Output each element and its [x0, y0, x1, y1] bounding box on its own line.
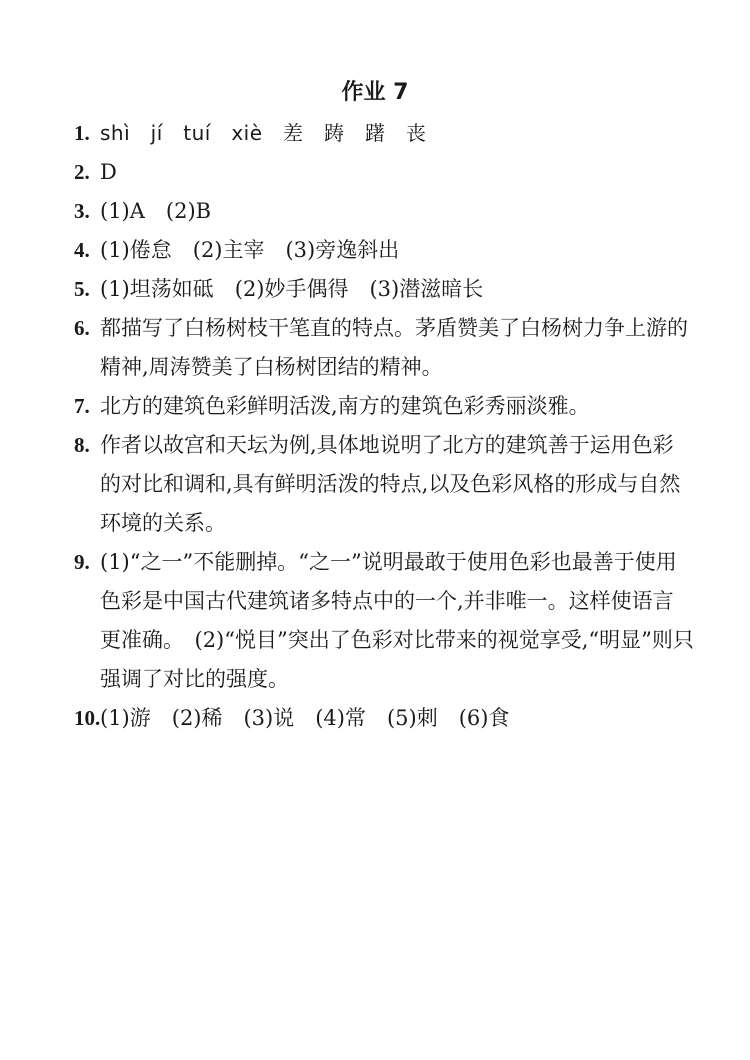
answer-text: (1)倦怠 (2)主宰 (3)旁逸斜出 — [100, 238, 400, 262]
answer-item — [74, 699, 694, 738]
answer-number: 4. — [74, 238, 90, 262]
answer-text: (1)游 (2)稀 (3)说 (4)常 (5)刺 (6)食 — [100, 706, 510, 730]
answer-number: 5. — [74, 277, 90, 301]
answer-text: (1)“之一”不能删掉。“之一”说明最敢于使用色彩也最善于使用色彩是中国古代建筑诸多特点中的一个,并非唯一。这样使语言更准确。 (2)“悦目”突出了色彩对比带来的视觉享受,“明显”则只强调了对比的强度。 — [100, 550, 694, 691]
answer-item — [74, 153, 694, 192]
answer-item — [74, 114, 694, 153]
answer-item — [74, 543, 694, 699]
answer-text: D — [100, 160, 117, 184]
answer-number: 3. — [74, 199, 90, 223]
answer-text: 作者以故宫和天坛为例,具体地说明了北方的建筑善于运用色彩的对比和调和,具有鲜明活泼的特点,以及色彩风格的形成与自然环境的关系。 — [100, 433, 681, 535]
answer-number: 9. — [74, 550, 90, 574]
answer-text: (1)A (2)B — [100, 199, 212, 223]
answer-item — [74, 231, 694, 270]
answer-number: 1. — [74, 121, 90, 145]
answer-text: 北方的建筑色彩鲜明活泼,南方的建筑色彩秀丽淡雅。 — [100, 394, 590, 418]
page-title: 作业 7 — [341, 80, 409, 105]
answer-number: 2. — [74, 160, 90, 184]
answer-item — [74, 309, 694, 387]
answer-number: 7. — [74, 394, 90, 418]
answer-text: 都描写了白杨树枝干笔直的特点。茅盾赞美了白杨树力争上游的精神,周涛赞美了白杨树团结的精神。 — [100, 316, 688, 379]
answer-text: (1)坦荡如砥 (2)妙手偶得 (3)潜滋暗长 — [100, 277, 484, 301]
answer-item — [74, 387, 694, 426]
answer-item — [74, 426, 694, 543]
answer-number: 8. — [74, 433, 90, 457]
answer-number: 10. — [74, 706, 101, 730]
answer-text: shì jí tuí xiè 差 踌 躇 丧 — [100, 121, 427, 145]
answer-item — [74, 270, 694, 309]
answer-item — [74, 192, 694, 231]
answer-list — [74, 114, 694, 738]
answer-number: 6. — [74, 316, 90, 340]
